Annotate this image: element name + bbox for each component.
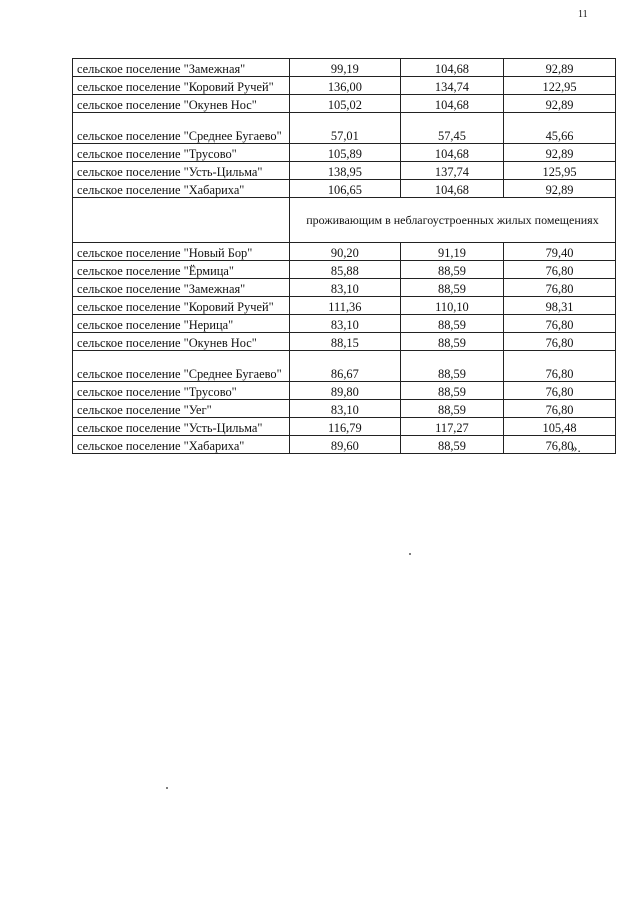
value-cell-3: 76,80: [504, 436, 616, 454]
value-cell-2: 91,19: [400, 243, 503, 261]
value-cell-2: 88,59: [400, 333, 503, 351]
value-cell-3: 76,80: [504, 400, 616, 418]
value-cell-1: 99,19: [289, 59, 400, 77]
scan-speck: [166, 787, 168, 789]
value-cell-1: 105,89: [289, 144, 400, 162]
value-cell-2: 88,59: [400, 382, 503, 400]
value-cell-3: 92,89: [504, 180, 616, 198]
settlement-name: сельское поселение "Хабариха": [73, 436, 290, 454]
value-cell-1: 83,10: [289, 279, 400, 297]
value-cell-2: 57,45: [400, 113, 503, 144]
table-row: [73, 333, 616, 351]
value-cell-2: 88,59: [400, 261, 503, 279]
value-cell-1: 138,95: [289, 162, 400, 180]
scan-speck: [409, 553, 411, 555]
value-cell-3: 98,31: [504, 297, 616, 315]
value-cell-2: 134,74: [400, 77, 503, 95]
value-cell-2: 104,68: [400, 144, 503, 162]
closing-quote-mark: ».: [571, 440, 581, 455]
table-row: [73, 77, 616, 95]
value-cell-3: 125,95: [504, 162, 616, 180]
table-row: [73, 351, 616, 382]
table-row: [73, 418, 616, 436]
value-cell-1: 57,01: [289, 113, 400, 144]
tariff-table-body: [73, 59, 616, 454]
tariff-table: [72, 58, 616, 454]
value-cell-2: 88,59: [400, 315, 503, 333]
value-cell-3: 105,48: [504, 418, 616, 436]
settlement-name: сельское поселение "Усть-Цильма": [73, 418, 290, 436]
settlement-name: сельское поселение "Замежная": [73, 59, 290, 77]
value-cell-1: 136,00: [289, 77, 400, 95]
value-cell-1: 83,10: [289, 400, 400, 418]
value-cell-2: 88,59: [400, 351, 503, 382]
table-row: [73, 297, 616, 315]
value-cell-2: 137,74: [400, 162, 503, 180]
settlement-name: сельское поселение "Среднее Бугаево": [73, 113, 290, 144]
value-cell-2: 88,59: [400, 400, 503, 418]
settlement-name: сельское поселение "Хабариха": [73, 180, 290, 198]
settlement-name: сельское поселение "Среднее Бугаево": [73, 351, 290, 382]
value-cell-3: 76,80: [504, 351, 616, 382]
value-cell-1: 90,20: [289, 243, 400, 261]
page-number: 11: [578, 9, 588, 20]
value-cell-3: 79,40: [504, 243, 616, 261]
table-row: [73, 144, 616, 162]
value-cell-1: 88,15: [289, 333, 400, 351]
empty-cell: [73, 198, 290, 243]
settlement-name: сельское поселение "Усть-Цильма": [73, 162, 290, 180]
value-cell-2: 88,59: [400, 436, 503, 454]
section-label: проживающим в неблагоустроенных жилых помещениях: [289, 198, 615, 243]
value-cell-2: 117,27: [400, 418, 503, 436]
value-cell-3: 92,89: [504, 59, 616, 77]
settlement-name: сельское поселение "Замежная": [73, 279, 290, 297]
value-cell-1: 86,67: [289, 351, 400, 382]
value-cell-1: 106,65: [289, 180, 400, 198]
value-cell-3: 76,80: [504, 261, 616, 279]
table-row: [73, 436, 616, 454]
settlement-name: сельское поселение "Окунев Нос": [73, 95, 290, 113]
settlement-name: сельское поселение "Трусово": [73, 144, 290, 162]
table-row: [73, 243, 616, 261]
value-cell-3: 45,66: [504, 113, 616, 144]
value-cell-3: 92,89: [504, 144, 616, 162]
value-cell-3: 92,89: [504, 95, 616, 113]
table-row: [73, 315, 616, 333]
table-row: [73, 113, 616, 144]
value-cell-2: 110,10: [400, 297, 503, 315]
settlement-name: сельское поселение "Уег": [73, 400, 290, 418]
table-row: [73, 261, 616, 279]
settlement-name: сельское поселение "Нерица": [73, 315, 290, 333]
settlement-name: сельское поселение "Ёрмица": [73, 261, 290, 279]
table-row: [73, 279, 616, 297]
settlement-name: сельское поселение "Коровий Ручей": [73, 297, 290, 315]
value-cell-2: 104,68: [400, 59, 503, 77]
value-cell-3: 76,80: [504, 279, 616, 297]
settlement-name: сельское поселение "Коровий Ручей": [73, 77, 290, 95]
table-row: [73, 59, 616, 77]
value-cell-1: 116,79: [289, 418, 400, 436]
value-cell-1: 111,36: [289, 297, 400, 315]
table-row: [73, 180, 616, 198]
section-header-row: [73, 198, 616, 243]
value-cell-1: 85,88: [289, 261, 400, 279]
table-row: [73, 400, 616, 418]
settlement-name: сельское поселение "Трусово": [73, 382, 290, 400]
value-cell-1: 83,10: [289, 315, 400, 333]
settlement-name: сельское поселение "Новый Бор": [73, 243, 290, 261]
value-cell-3: 76,80: [504, 315, 616, 333]
value-cell-2: 104,68: [400, 180, 503, 198]
table-row: [73, 382, 616, 400]
value-cell-1: 89,60: [289, 436, 400, 454]
settlement-name: сельское поселение "Окунев Нос": [73, 333, 290, 351]
value-cell-3: 76,80: [504, 333, 616, 351]
value-cell-1: 105,02: [289, 95, 400, 113]
value-cell-2: 88,59: [400, 279, 503, 297]
value-cell-2: 104,68: [400, 95, 503, 113]
value-cell-3: 76,80: [504, 382, 616, 400]
value-cell-1: 89,80: [289, 382, 400, 400]
table-row: [73, 162, 616, 180]
table-row: [73, 95, 616, 113]
value-cell-3: 122,95: [504, 77, 616, 95]
